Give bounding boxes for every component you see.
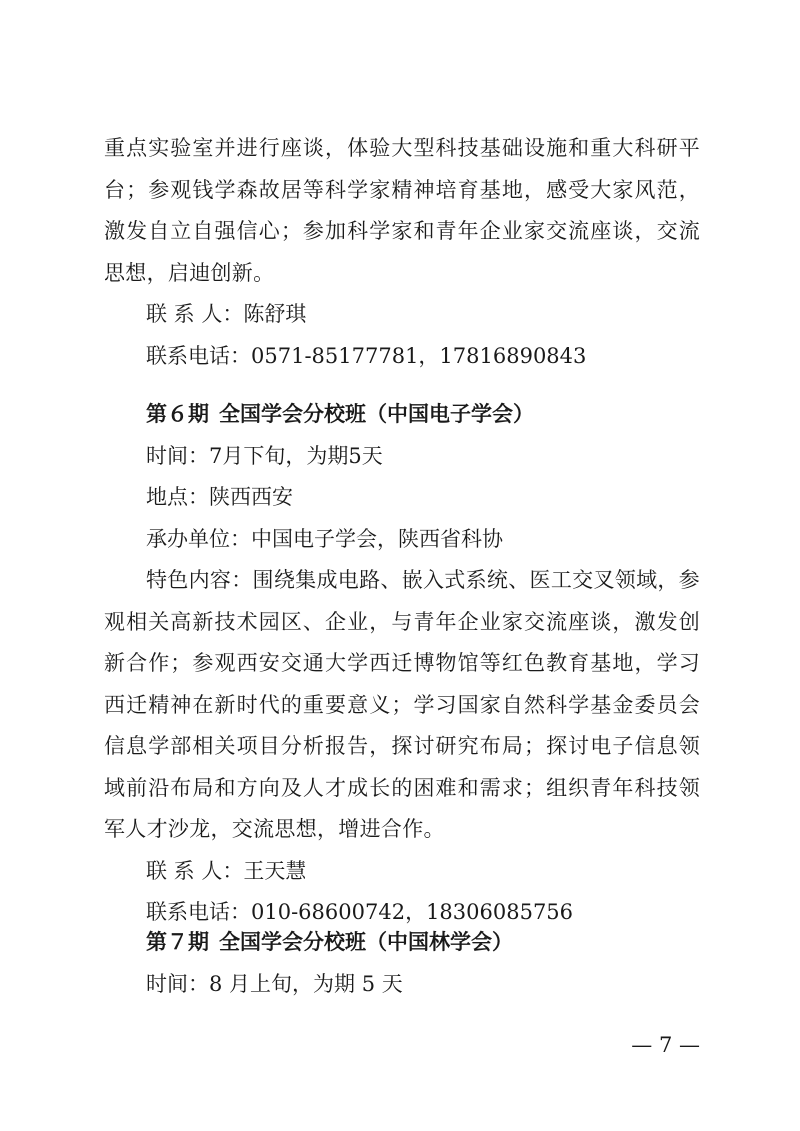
session-6-number: 第６期 [146,402,209,426]
session-6-time: 时间：7月下旬，为期5天 [146,443,383,468]
session-6-content: 特色内容：围绕集成电路、嵌入式系统、医工交叉领域，参观相关高新技术园区、企业，与青年企业家交流座谈，激发创新合作；参观西安交通大学西迁博物馆等红色教育基地，学习西迁精神在新时代的重要意义；学习国家自然科学基金委员会信息学部相关项目分析报告，探讨研究布局；探讨电子信息领域前沿布局和方向及人才成长的困难和需求；组织青年科技领军人才沙龙，交流思想，增进合作。 [104,568,700,841]
session-6-section [104,394,700,934]
session-6-heading [104,394,700,436]
session-7-time: 时间：8 月上旬，为期 5 天 [146,971,403,996]
session-7-heading [104,922,700,964]
session-6-contact-phone: 联系电话：010-68600742，18306085756 [146,900,574,924]
session-7-title: 全国学会分校班（中国林学会） [219,930,513,954]
session-6-location: 地点：陕西西安 [146,485,293,509]
intro-paragraph: 重点实验室并进行座谈，体验大型科技基础设施和重大科研平台；参观钱学森故居等科学家精神培育基地，感受大家风范，激发自立自强信心；参加科学家和青年企业家交流座谈，交流思想，启迪创新。 [104,136,700,285]
intro-section [104,128,700,377]
session-6-contact-person: 联 系 人：王天慧 [146,858,307,883]
session-7-section [104,922,700,1005]
session-6-title: 全国学会分校班（中国电子学会） [219,402,534,426]
page-number: — 7 — [631,1033,700,1057]
session-6-organizer: 承办单位：中国电子学会，陕西省科协 [146,526,503,551]
intro-contact-person: 联 系 人：陈舒琪 [146,302,307,326]
intro-contact-phone: 联系电话：0571-85177781，17816890843 [146,343,587,368]
session-7-number: 第７期 [146,930,209,954]
